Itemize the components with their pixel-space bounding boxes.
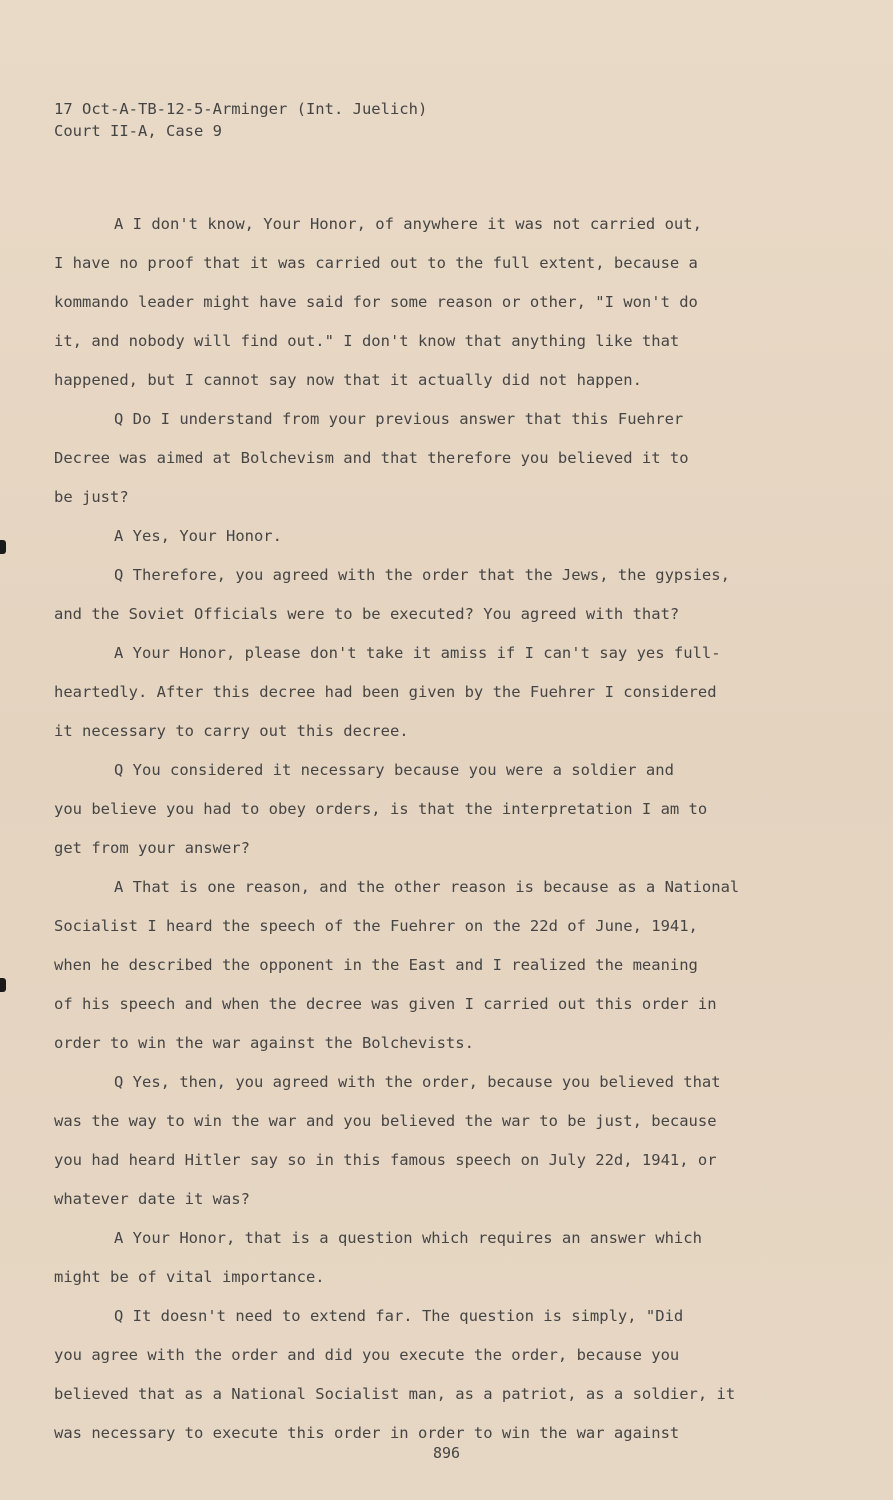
punch-hole-mark: [0, 978, 6, 992]
transcript-line: be just?: [54, 488, 129, 506]
transcript-line: A Your Honor, that is a question which requires an answer which: [114, 1229, 702, 1247]
transcript-line: Q Yes, then, you agreed with the order, because you believed that: [114, 1073, 721, 1091]
header-line-2: Court II-A, Case 9: [54, 122, 222, 140]
transcript-line: when he described the opponent in the East and I realized the meaning: [54, 956, 698, 974]
transcript-line: happened, but I cannot say now that it actually did not happen.: [54, 371, 642, 389]
transcript-line: might be of vital importance.: [54, 1268, 325, 1286]
transcript-line: A Yes, Your Honor.: [114, 527, 282, 545]
transcript-line: get from your answer?: [54, 839, 250, 857]
header-line-1: 17 Oct-A-TB-12-5-Arminger (Int. Juelich): [54, 100, 428, 118]
document-header: [54, 98, 427, 142]
transcript-line: Q Do I understand from your previous answer that this Fuehrer: [114, 410, 684, 428]
transcript-line: kommando leader might have said for some reason or other, "I won't do: [54, 293, 698, 311]
transcript-line: heartedly. After this decree had been given by the Fuehrer I considered: [54, 683, 717, 701]
transcript-line: A Your Honor, please don't take it amiss if I can't say yes full-: [114, 644, 721, 662]
transcript-line: you believe you had to obey orders, is that the interpretation I am to: [54, 800, 708, 818]
punch-hole-mark: [0, 540, 6, 554]
transcript-line: it, and nobody will find out." I don't know that anything like that: [54, 332, 680, 350]
transcript-line: Q It doesn't need to extend far. The question is simply, "Did: [114, 1307, 684, 1325]
transcript-line: believed that as a National Socialist man, as a patriot, as a soldier, it: [54, 1385, 736, 1403]
transcript-line: Q You considered it necessary because you were a soldier and: [114, 761, 674, 779]
transcript-line: order to win the war against the Bolchevists.: [54, 1034, 474, 1052]
transcript-line: you had heard Hitler say so in this famous speech on July 22d, 1941, or: [54, 1151, 717, 1169]
transcript-line: and the Soviet Officials were to be executed? You agreed with that?: [54, 605, 680, 623]
transcript-line: I have no proof that it was carried out to the full extent, because a: [54, 254, 698, 272]
transcript-line: Decree was aimed at Bolchevism and that therefore you believed it to: [54, 449, 689, 467]
transcript-line: A That is one reason, and the other reason is because as a National: [114, 878, 740, 896]
transcript-line: Socialist I heard the speech of the Fuehrer on the 22d of June, 1941,: [54, 917, 698, 935]
transcript-line: it necessary to carry out this decree.: [54, 722, 409, 740]
transcript-line: whatever date it was?: [54, 1190, 250, 1208]
transcript-line: Q Therefore, you agreed with the order that the Jews, the gypsies,: [114, 566, 730, 584]
page-number: 896: [432, 1444, 461, 1462]
transcript-line: was necessary to execute this order in order to win the war against: [54, 1424, 680, 1442]
transcript-line: A I don't know, Your Honor, of anywhere it was not carried out,: [114, 215, 702, 233]
transcript-line: you agree with the order and did you execute the order, because you: [54, 1346, 680, 1364]
transcript-line: of his speech and when the decree was given I carried out this order in: [54, 995, 717, 1013]
transcript-line: was the way to win the war and you believed the war to be just, because: [54, 1112, 717, 1130]
transcript-body: [54, 205, 814, 1453]
